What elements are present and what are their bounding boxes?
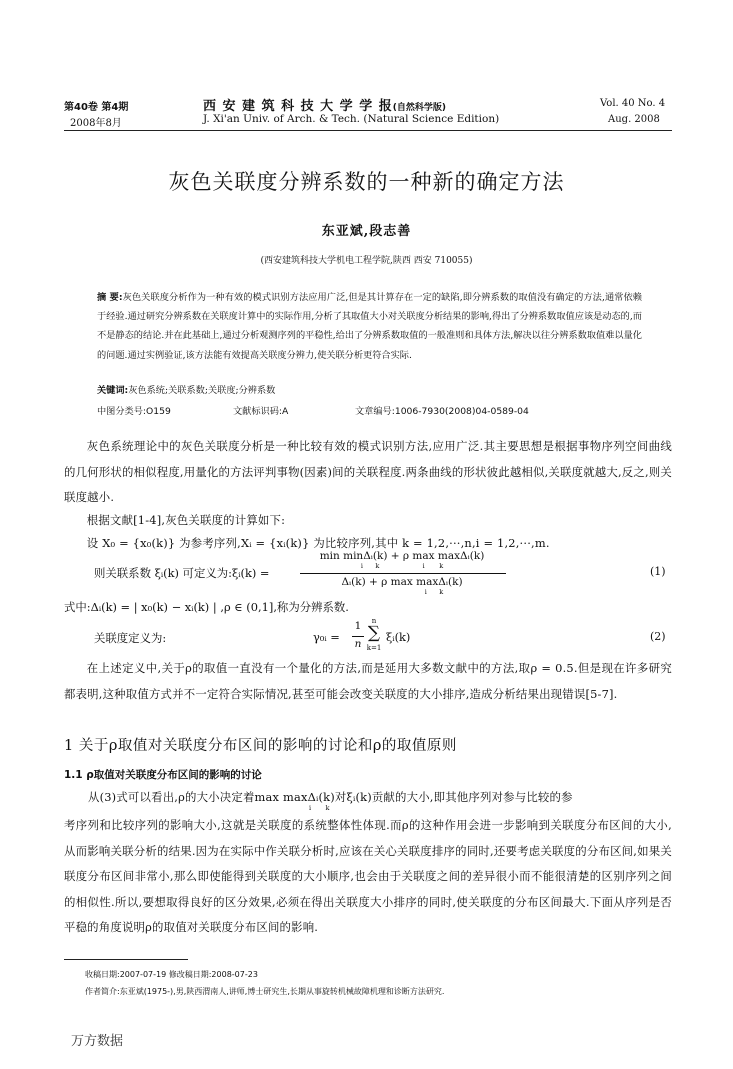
journal-name-cn bbox=[203, 95, 446, 114]
equation-2-frac-numerator: 1 bbox=[354, 620, 362, 632]
journal-name-cn-main: 西 安 建 筑 科 技 大 学 学 报 bbox=[203, 99, 393, 114]
affiliation: (西安建筑科技大学机电工程学院,陕西 西安 710055) bbox=[260, 256, 473, 266]
paragraph-section-body: 考序列和比较序列的影响大小,这就是关联度的系统整体性体现.而ρ的这种作用会进一步影响到关联度分布区间的大小,从而影响关联分析的结果.因为在实际中作关联分析时,应该在关心关联度排序的同时,还要考虑关联度的分布区间,如果关联度分布区间非常小,那么即使能得到关联度的大小顺序,也会由于关联度之间的差异很小而不能很清楚的区别序列之间的相似性.所以,要想取得良好的区分效果,必须在得出关联度大小排序的同时,使关联度的分布区间最大.下面从序列是否平稳的角度说明ρ的取值对关联度分布区间的影响. bbox=[64, 818, 672, 934]
date-en: Aug. 2008 bbox=[608, 114, 660, 125]
equation-1-numerator: min minΔᵢ(k) + ρ max maxΔᵢ(k) bbox=[319, 550, 485, 562]
date-cn: 2008年8月 bbox=[70, 118, 122, 129]
equation-1-denominator-sub: i k bbox=[424, 588, 444, 596]
watermark-wanfang: 万方数据 bbox=[71, 1034, 124, 1049]
volume-issue-cn: 第40卷 第4期 bbox=[64, 102, 129, 113]
section-1-heading: 1 关于ρ取值对关联度分布区间的影响的讨论和ρ的取值原则 bbox=[64, 738, 457, 754]
equation-2-sum-lower: k=1 bbox=[366, 644, 382, 652]
paragraph-rho-problem: 在上述定义中,关于ρ的取值一直没有一个量化的方法,而是延用大多数文献中的方法,取ρ = 0.5.但是现在许多研究都表明,这种取值方式并不一定符合实际情况,甚至可能会改变关联度的大小排序,造成分析结果出现错误[5-7]. bbox=[64, 661, 672, 701]
header-rule bbox=[64, 130, 672, 131]
paragraph-intro: 灰色系统理论中的灰色关联度分析是一种比较有效的模式识别方法,应用广泛.其主要思想是根据事物序列空间曲线的几何形状的相似程度,用量化的方法评判事物(因素)间的关联程度.两条曲线的形状彼此越相似,关联度就越大,反之,则关联度越小. bbox=[64, 439, 672, 504]
clc-number: 中图分类号:O159 bbox=[97, 406, 171, 417]
abstract-label: 摘 要: bbox=[97, 292, 123, 303]
equation-1-numerator-sub: i k i k bbox=[360, 562, 444, 570]
equation-2-lead: 关联度定义为: bbox=[94, 631, 167, 645]
journal-name-en: J. Xi'an Univ. of Arch. & Tech. (Natural Science Edition) bbox=[203, 113, 500, 125]
footnote-rule bbox=[64, 959, 188, 960]
equation-1-number: (1) bbox=[650, 565, 666, 578]
equation-2-number: (2) bbox=[650, 630, 666, 643]
abstract-text: 灰色关联度分析作为一种有效的模式识别方法应用广泛,但是其计算存在一定的缺陷,即分辨系数的取值没有确定的方法,通常依赖于经验.通过研究分辨系数在关联度计算中的实际作用,分析了其取值大小对关联度分析结果的影响,得出了分辨系数取值应该是动态的,而不是静态的结论.并在此基础上,通过分析观测序列的平稳性,给出了分辨系数取值的一般准则和具体方法,解决以往分辨系数取值难以量化的问题.通过实例验证,该方法能有效提高关联度分辨力,使关联分析更符合实际. bbox=[97, 292, 642, 361]
footnote-dates: 收稿日期:2007-07-19 修改稿日期:2008-07-23 bbox=[85, 970, 258, 979]
equation-1-lead: 则关联系数 ξᵢ(k) 可定义为:ξᵢ(k) = bbox=[94, 566, 270, 580]
equation-2-frac-denominator: n bbox=[354, 638, 362, 650]
footnote-author-bio: 作者简介:东亚斌(1975-),男,陕西渭南人,讲师,博士研究生,长期从事旋转机械故障机理和诊断方法研究. bbox=[85, 987, 445, 996]
abstract bbox=[97, 288, 642, 365]
article-number: 文章编号:1006-7930(2008)04-0589-04 bbox=[355, 406, 529, 417]
equation-1-denominator: Δᵢ(k) + ρ max maxΔᵢ(k) bbox=[341, 576, 463, 588]
authors: 东亚斌,段志善 bbox=[321, 224, 412, 239]
document-code: 文献标识码:A bbox=[233, 406, 289, 417]
keywords bbox=[97, 382, 275, 396]
journal-name-cn-sub: (自然科学版) bbox=[392, 103, 446, 113]
equation-2-tail: ξᵢ(k) bbox=[386, 630, 411, 644]
equation-2-sum-symbol: ∑ bbox=[367, 623, 381, 643]
paragraph-sequences: 设 X₀ = {x₀(k)} 为参考序列,Xᵢ = {xᵢ(k)} 为比较序列,其中 k = 1,2,···,n,i = 1,2,···,m. bbox=[86, 536, 550, 550]
paper-title: 灰色关联度分辨系数的一种新的确定方法 bbox=[168, 170, 565, 194]
paragraph-delta-definition: 式中:Δᵢ(k) = | x₀(k) − xᵢ(k) | ,ρ ∈ (0,1],称为分辨系数. bbox=[64, 600, 349, 614]
section-1-1-heading: 1.1 ρ取值对关联度分布区间的影响的讨论 bbox=[64, 769, 262, 781]
equation-2-fraction-bar bbox=[352, 636, 364, 637]
volume-issue-en: Vol. 40 No. 4 bbox=[600, 98, 666, 109]
keywords-text: 灰色系统;关联系数;关联度;分辨系数 bbox=[128, 385, 276, 396]
equation-1-fraction-bar bbox=[300, 573, 506, 574]
equation-2-gamma: γ₀ᵢ = bbox=[313, 630, 340, 644]
paragraph-reference: 根据文献[1-4],灰色关联度的计算如下: bbox=[86, 513, 286, 527]
keywords-label: 关键词: bbox=[97, 385, 129, 396]
paragraph-section-start-sub: i k bbox=[309, 804, 330, 812]
paragraph-section-start: 从(3)式可以看出,ρ的大小决定着max maxΔᵢ(k)对ξᵢ(k)贡献的大小,即其他序列对参与比较的参 bbox=[88, 790, 573, 804]
equation-2-sum-upper: n bbox=[371, 617, 377, 625]
